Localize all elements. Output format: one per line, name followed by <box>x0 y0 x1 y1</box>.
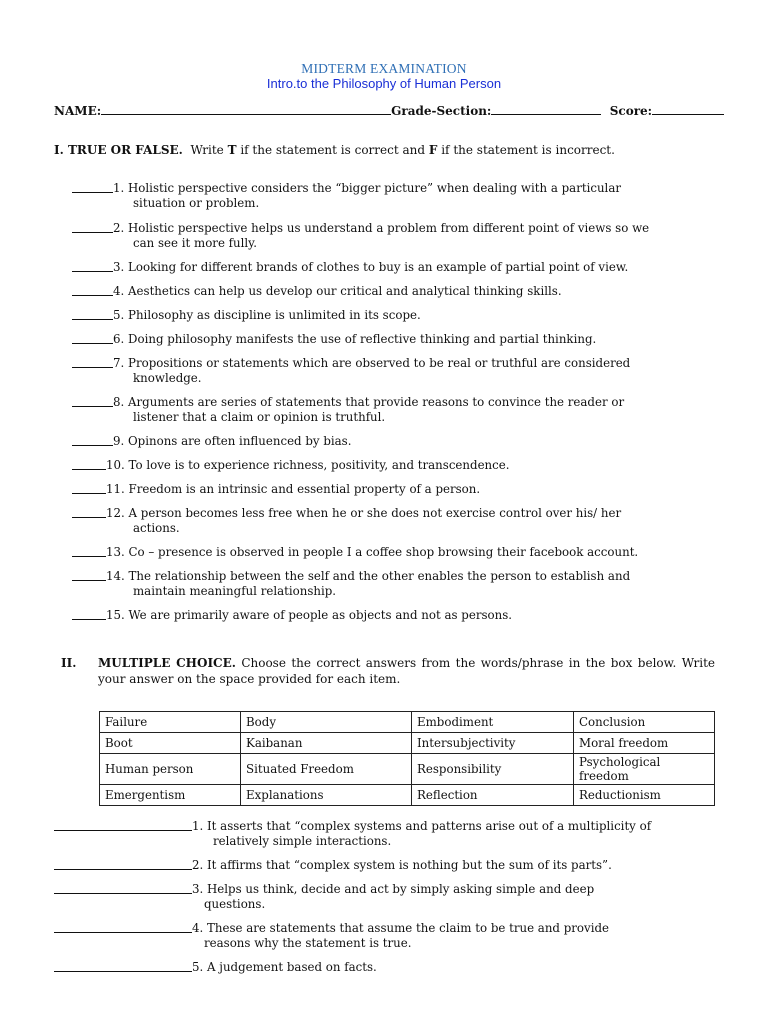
item-number: 1. <box>113 181 125 195</box>
item-text: The relationship between the self and the other enables the person to establish and <box>128 569 631 583</box>
item-number: 11. <box>106 482 125 496</box>
section-1-instruction: Write <box>190 143 228 157</box>
item-text: Holistic perspective helps us understand a problem from different point of views so we <box>128 221 650 235</box>
item-text: Holistic perspective considers the “bigger picture” when dealing with a particular <box>128 181 621 195</box>
item-text: Philosophy as discipline is unlimited in its scope. <box>128 308 421 322</box>
item-number: 3. <box>192 882 204 896</box>
name-field[interactable] <box>101 103 391 115</box>
item-number: 4. <box>192 921 204 935</box>
item-text-continued: maintain meaningful relationship. <box>133 584 337 598</box>
name-label: NAME: <box>54 104 102 118</box>
grade-section-field[interactable] <box>491 103 601 115</box>
student-info-line <box>54 103 714 118</box>
answer-blank[interactable] <box>72 569 106 581</box>
score-field[interactable] <box>652 103 724 115</box>
answer-blank[interactable] <box>72 608 106 620</box>
item-number: 7. <box>113 356 125 370</box>
section-1-heading <box>54 143 615 157</box>
item-text: Helps us think, decide and act by simply asking simple and deep <box>207 882 595 896</box>
answer-blank[interactable] <box>72 260 113 272</box>
item-text: Doing philosophy manifests the use of reflective thinking and partial thinking. <box>128 332 597 346</box>
tf-item <box>72 608 714 623</box>
word-bank-cell: Reflection <box>412 785 574 806</box>
tf-item <box>72 260 714 275</box>
grade-section-label: Grade-Section: <box>391 104 492 118</box>
item-text: Propositions or statements which are observed to be real or truthful are considered <box>128 356 631 370</box>
answer-blank[interactable] <box>54 960 192 972</box>
item-number: 2. <box>192 858 204 872</box>
item-text-continued: actions. <box>133 521 180 535</box>
item-number: 4. <box>113 284 125 298</box>
item-number: 8. <box>113 395 125 409</box>
answer-blank[interactable] <box>72 458 106 470</box>
item-text-continued: can see it more fully. <box>133 236 258 250</box>
item-text-continued: questions. <box>204 897 266 911</box>
tf-item <box>72 284 714 299</box>
word-bank-cell: Embodiment <box>412 712 574 733</box>
answer-blank[interactable] <box>72 221 113 233</box>
item-number: 15. <box>106 608 125 622</box>
answer-blank[interactable] <box>72 482 106 494</box>
item-text-continued: reasons why the statement is true. <box>204 936 412 950</box>
item-number: 5. <box>113 308 125 322</box>
true-marker: T <box>227 143 237 157</box>
false-marker: F <box>428 143 438 157</box>
item-text: Co – presence is observed in people I a coffee shop browsing their facebook account. <box>128 545 639 559</box>
word-bank-cell: Body <box>241 712 412 733</box>
word-bank-row <box>100 754 715 785</box>
score-label: Score: <box>609 104 653 118</box>
answer-blank[interactable] <box>54 819 192 831</box>
exam-title: MIDTERM EXAMINATION <box>301 61 467 76</box>
word-bank-cell: Situated Freedom <box>241 754 412 785</box>
section-2-heading <box>61 655 715 687</box>
answer-blank[interactable] <box>72 308 113 320</box>
tf-item <box>72 395 714 425</box>
word-bank-cell: Responsibility <box>412 754 574 785</box>
tf-item <box>72 221 714 251</box>
section-2-roman: II. <box>61 656 77 670</box>
item-text-continued: listener that a claim or opinion is truthful. <box>133 410 386 424</box>
item-text: Looking for different brands of clothes to buy is an example of partial point of view. <box>128 260 629 274</box>
tf-item <box>72 356 714 386</box>
answer-blank[interactable] <box>72 284 113 296</box>
answer-blank[interactable] <box>54 858 192 870</box>
answer-blank[interactable] <box>54 882 192 894</box>
word-bank-cell: Boot <box>100 733 241 754</box>
word-bank-cell: Failure <box>100 712 241 733</box>
answer-blank[interactable] <box>72 395 113 407</box>
word-bank-cell: Emergentism <box>100 785 241 806</box>
item-text: It asserts that “complex systems and patterns arise out of a multiplicity of <box>207 819 652 833</box>
item-text: We are primarily aware of people as objects and not as persons. <box>128 608 513 622</box>
item-text-continued: situation or problem. <box>133 196 260 210</box>
section-2-title: MULTIPLE CHOICE. <box>98 656 236 670</box>
word-bank-cell: Reductionism <box>574 785 715 806</box>
section-2-instruction: Choose the correct answers from the words/phrase in the box below. Write your answer on the space provided for each item. <box>98 656 715 686</box>
item-text-continued: relatively simple interactions. <box>213 834 392 848</box>
item-number: 3. <box>113 260 125 274</box>
answer-blank[interactable] <box>72 506 106 518</box>
word-bank-cell: Conclusion <box>574 712 715 733</box>
item-text: These are statements that assume the claim to be true and provide <box>207 921 610 935</box>
section-1-instruction: if the statement is incorrect. <box>437 143 615 157</box>
tf-item <box>72 308 714 323</box>
exam-subtitle: Intro.to the Philosophy of Human Person <box>266 76 502 91</box>
item-text: A judgement based on facts. <box>207 960 377 974</box>
word-bank-row <box>100 733 715 754</box>
word-bank-cell: Psychological freedom <box>574 754 715 785</box>
mc-item <box>54 921 715 951</box>
answer-blank[interactable] <box>72 332 113 344</box>
word-bank-row <box>100 785 715 806</box>
answer-blank[interactable] <box>72 434 113 446</box>
item-text: Opinons are often influenced by bias. <box>128 434 352 448</box>
tf-item <box>72 332 714 347</box>
word-bank-cell: Human person <box>100 754 241 785</box>
item-number: 5. <box>192 960 204 974</box>
item-number: 9. <box>113 434 125 448</box>
item-number: 10. <box>106 458 125 472</box>
item-number: 14. <box>106 569 125 583</box>
item-text: Freedom is an intrinsic and essential property of a person. <box>128 482 481 496</box>
item-text: A person becomes less free when he or she does not exercise control over his/ her <box>128 506 622 520</box>
item-number: 2. <box>113 221 125 235</box>
word-bank-row <box>100 712 715 733</box>
tf-item <box>72 506 714 536</box>
item-text-continued: knowledge. <box>133 371 202 385</box>
mc-item <box>54 819 715 849</box>
item-number: 1. <box>192 819 204 833</box>
tf-item <box>72 181 714 211</box>
tf-item <box>72 545 714 560</box>
tf-item <box>72 569 714 599</box>
word-bank-cell: Explanations <box>241 785 412 806</box>
tf-item <box>72 434 714 449</box>
item-text: Aesthetics can help us develop our critical and analytical thinking skills. <box>128 284 562 298</box>
item-number: 6. <box>113 332 125 346</box>
mc-item <box>54 858 715 873</box>
word-bank-cell: Kaibanan <box>241 733 412 754</box>
item-number: 12. <box>106 506 125 520</box>
item-text: It affirms that “complex system is nothing but the sum of its parts”. <box>207 858 612 872</box>
item-text: Arguments are series of statements that provide reasons to convince the reader or <box>128 395 625 409</box>
mc-item <box>54 882 715 912</box>
word-bank-cell: Moral freedom <box>574 733 715 754</box>
answer-blank[interactable] <box>72 181 113 193</box>
item-number: 13. <box>106 545 125 559</box>
word-bank-cell: Intersubjectivity <box>412 733 574 754</box>
tf-item <box>72 482 714 497</box>
section-1-title: I. TRUE OR FALSE. <box>54 143 183 157</box>
tf-item <box>72 458 714 473</box>
answer-blank[interactable] <box>54 921 192 933</box>
mc-item <box>54 960 715 975</box>
section-1-instruction: if the statement is correct and <box>236 143 429 157</box>
answer-blank[interactable] <box>72 356 113 368</box>
item-text: To love is to experience richness, positivity, and transcendence. <box>128 458 510 472</box>
answer-blank[interactable] <box>72 545 106 557</box>
word-bank-table <box>99 711 715 806</box>
